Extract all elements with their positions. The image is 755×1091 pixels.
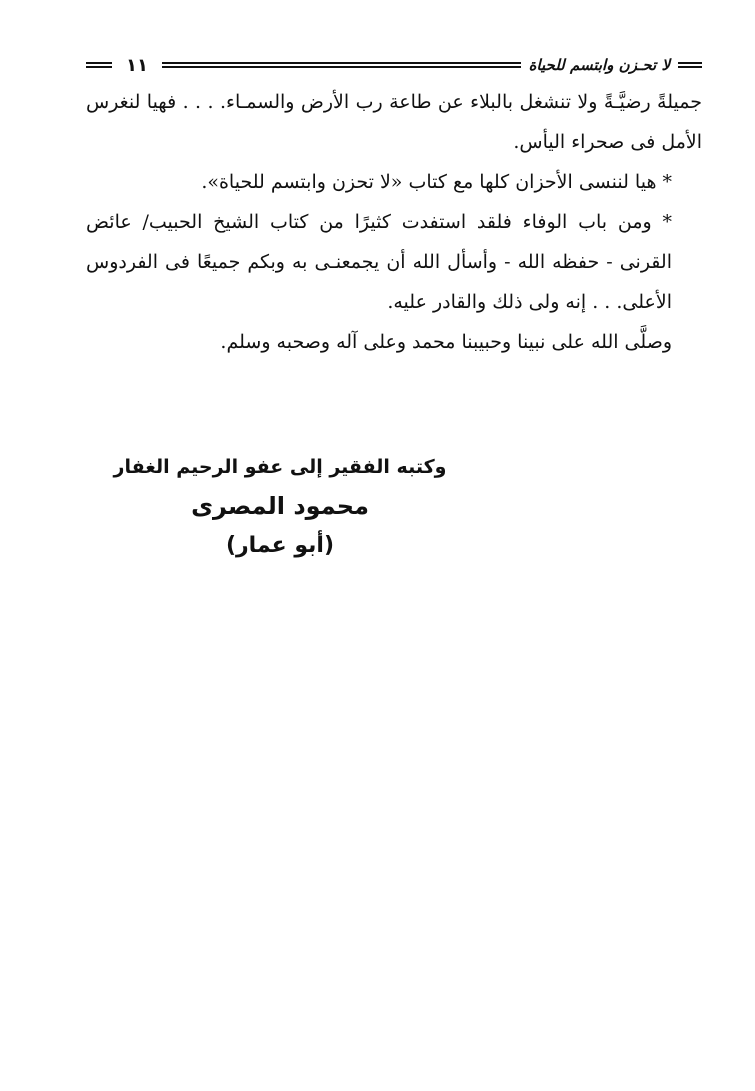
author-name: محمود المصرى xyxy=(191,492,369,520)
running-header xyxy=(86,50,702,80)
closing-paragraph: وصلَّى الله على نبينا وحبيبنا محمد وعلى آله وصحبه وسلم. xyxy=(220,331,672,353)
author-kunya: (أبو عمار) xyxy=(225,533,335,558)
signature-block xyxy=(110,448,450,566)
header-ornament-rule xyxy=(678,62,702,68)
header-ornament-rule-left xyxy=(86,62,112,68)
bullet-paragraph: * ومن باب الوفاء فلقد استفدت كثيرًا من كتاب الشيخ الحبيب/ عائض القرنى - حفظه الله - وأسأل الله أن يجمعنـى به وبكم جميعًا فى الفردوس الأعلى. . . إنه ولى ذلك والقادر عليه. xyxy=(86,211,672,313)
body-text xyxy=(86,82,702,362)
bullet-paragraph: * هيا لننسى الأحزان كلها مع كتاب «لا تحزن وابتسم للحياة». xyxy=(201,171,672,193)
signature-intro: وكتبه الفقير إلى عفو الرحيم الغفار xyxy=(113,456,447,478)
header-rule xyxy=(162,62,521,68)
page-number: ١١ xyxy=(126,54,148,76)
paragraph: جميلةً رضيَّـةً ولا تنشغل بالبلاء عن طاعة رب الأرض والسمـاء. . . . فهيا لنغرس الأمل فى صحراء اليأس. xyxy=(86,91,702,153)
running-title: لا تحـزن وابتسم للحياة xyxy=(528,56,670,74)
